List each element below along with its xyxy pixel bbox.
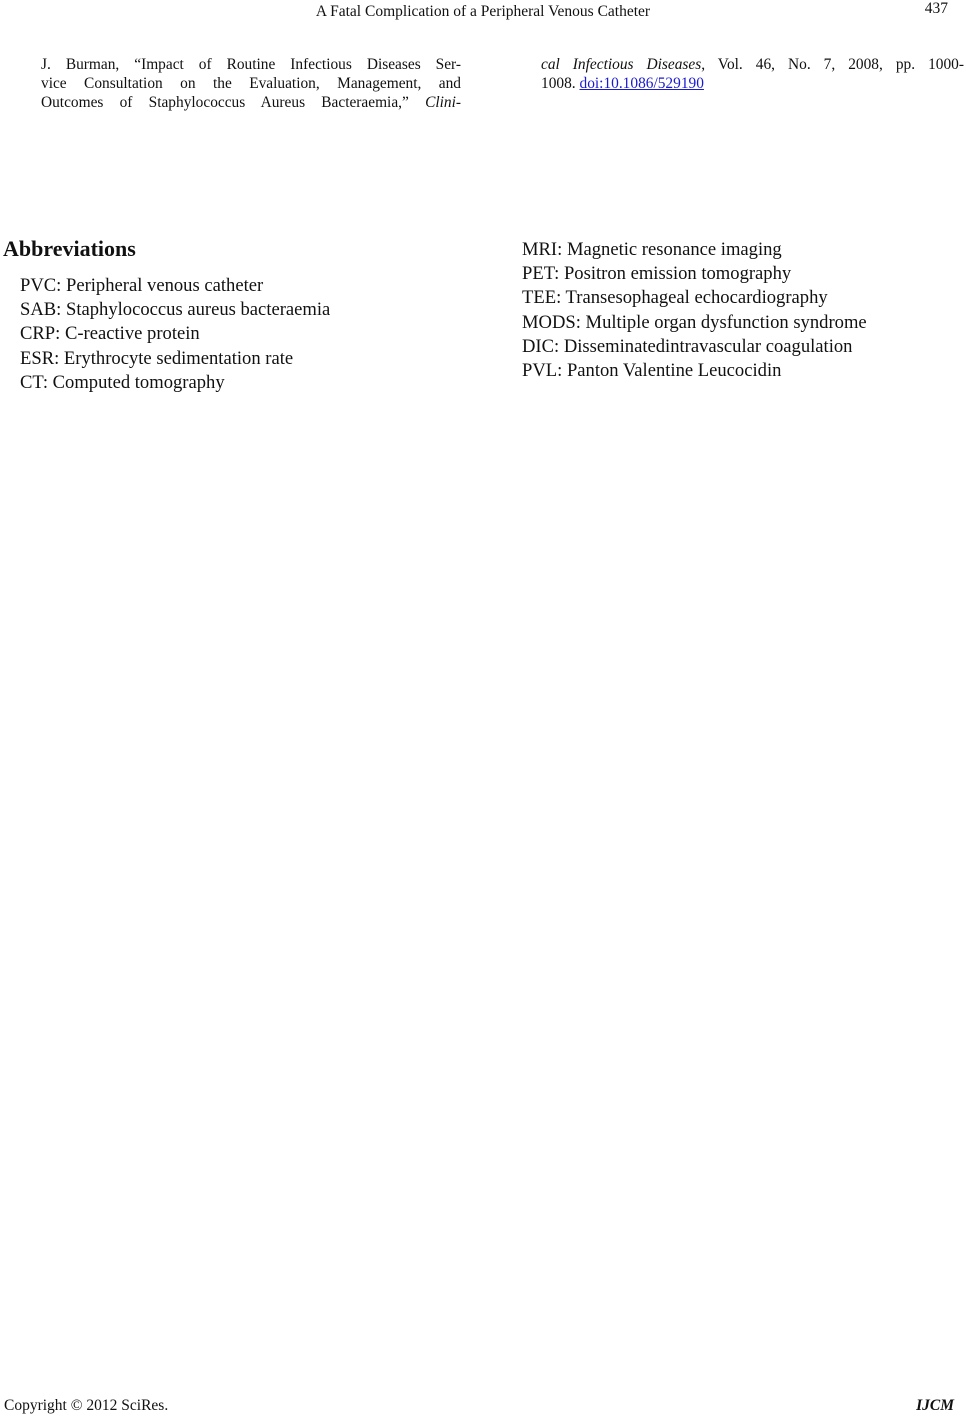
reference-line [541,55,964,74]
reference-line [541,74,964,93]
list-item: PVL: Panton Valentine Leucocidin [522,360,782,382]
list-item: TEE: Transesophageal echocardiography [522,287,828,309]
journal-abbreviation: IJCM [916,1397,954,1414]
abbreviations-right-list [522,238,962,383]
reference-right-column [541,55,964,93]
journal-name-part: Clini- [425,94,461,111]
list-item: MRI: Magnetic resonance imaging [522,239,782,260]
reference-line [41,93,461,112]
list-item: PVC: Peripheral venous catheter [20,275,264,296]
list-item: CRP: C-reactive protein [20,323,200,345]
reference-left-column [41,55,461,112]
page-number: 437 [924,0,948,17]
reference-line-plain: Outcomes of Staphylococcus Aureus Bacteraemia,” [41,94,409,111]
journal-name-part: cal Infectious Diseases [541,56,702,73]
list-item: MODS: Multiple organ dysfunction syndrome [522,311,867,333]
reference-pages-end: 1008. [541,75,576,92]
list-item: PET: Positron emission tomography [522,263,792,285]
abbreviations-left-list [20,274,490,395]
list-item: CT: Computed tomography [20,371,225,393]
doi-link[interactable]: doi:10.1086/529190 [579,75,704,92]
abbreviations-heading: Abbreviations [3,236,136,261]
running-head: A Fatal Complication of a Peripheral Venous Catheter [315,3,651,20]
list-item: ESR: Erythrocyte sedimentation rate [20,347,294,369]
reference-line: vice Consultation on the Evaluation, Management, and [41,75,461,92]
reference-line: J. Burman, “Impact of Routine Infectious Diseases Ser- [41,56,461,73]
copyright-footer: Copyright © 2012 SciRes. [4,1397,169,1414]
reference-details: , Vol. 46, No. 7, 2008, pp. 1000- [701,56,964,73]
list-item: DIC: Disseminatedintravascular coagulation [522,335,853,357]
list-item: SAB: Staphylococcus aureus bacteraemia [20,299,331,321]
